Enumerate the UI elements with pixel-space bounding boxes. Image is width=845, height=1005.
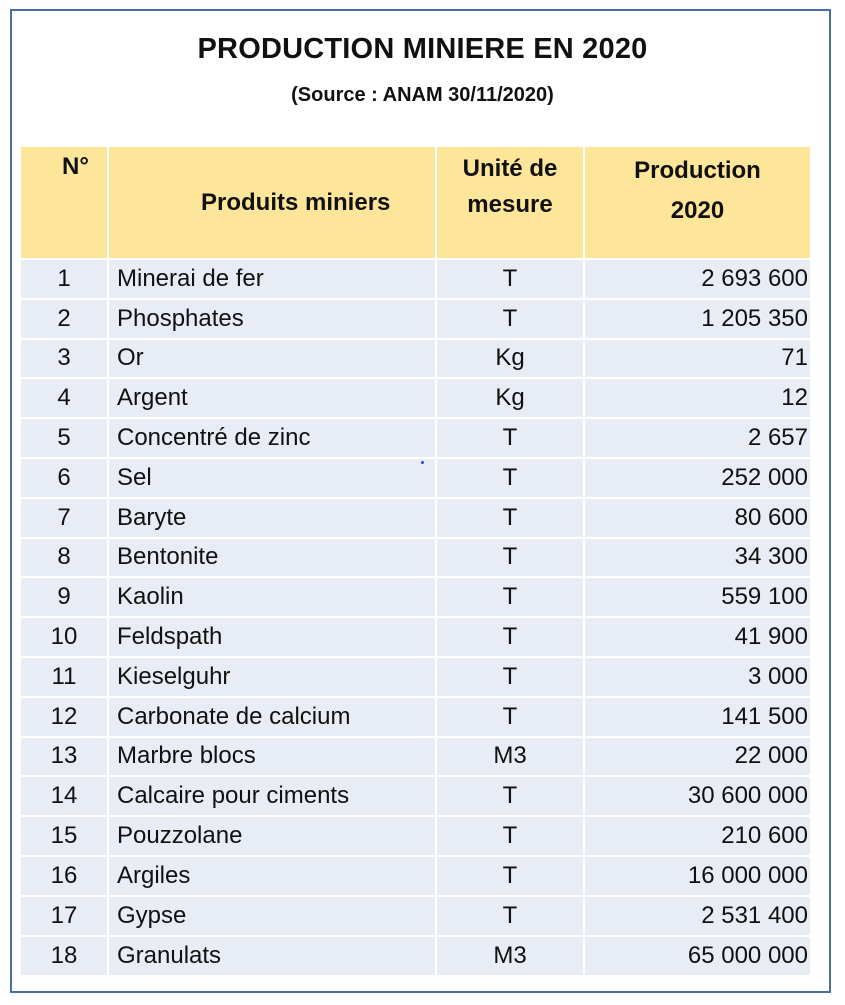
header-product: Produits miniers bbox=[108, 147, 436, 259]
table-row bbox=[21, 936, 810, 976]
table-row bbox=[21, 577, 810, 617]
production-value: 30 600 000 bbox=[584, 776, 810, 816]
production-value: 12 bbox=[584, 378, 810, 418]
production-value: 210 600 bbox=[584, 816, 810, 856]
row-number: 18 bbox=[21, 936, 108, 976]
production-value: 1 205 350 bbox=[584, 299, 810, 339]
production-value: 65 000 000 bbox=[584, 936, 810, 976]
product-name: Argent bbox=[108, 378, 436, 418]
header-production-line2: 2020 bbox=[670, 197, 725, 224]
unit-of-measure: T bbox=[436, 458, 584, 498]
unit-of-measure: M3 bbox=[436, 737, 584, 777]
table-row bbox=[21, 776, 810, 816]
row-number: 17 bbox=[21, 896, 108, 936]
unit-of-measure: Kg bbox=[436, 378, 584, 418]
production-value: 2 693 600 bbox=[584, 259, 810, 299]
table-row bbox=[21, 498, 810, 538]
unit-of-measure: M3 bbox=[436, 936, 584, 976]
row-number: 4 bbox=[21, 378, 108, 418]
table-header-row bbox=[21, 147, 810, 259]
production-value: 41 900 bbox=[584, 617, 810, 657]
unit-of-measure: T bbox=[436, 617, 584, 657]
product-name: Granulats bbox=[108, 936, 436, 976]
production-value: 2 531 400 bbox=[584, 896, 810, 936]
product-name: Marbre blocs bbox=[108, 737, 436, 777]
table-row bbox=[21, 617, 810, 657]
table-row bbox=[21, 737, 810, 777]
table-row bbox=[21, 538, 810, 578]
unit-of-measure: T bbox=[436, 299, 584, 339]
unit-of-measure: T bbox=[436, 776, 584, 816]
product-name: Phosphates bbox=[108, 299, 436, 339]
unit-of-measure: T bbox=[436, 498, 584, 538]
unit-of-measure: T bbox=[436, 577, 584, 617]
row-number: 10 bbox=[21, 617, 108, 657]
production-value: 2 657 bbox=[584, 418, 810, 458]
row-number: 11 bbox=[21, 657, 108, 697]
row-number: 6 bbox=[21, 458, 108, 498]
production-value: 252 000 bbox=[584, 458, 810, 498]
table-row bbox=[21, 657, 810, 697]
header-unit bbox=[436, 147, 584, 259]
product-name: Argiles bbox=[108, 856, 436, 896]
product-name: Minerai de fer bbox=[108, 259, 436, 299]
production-value: 3 000 bbox=[584, 657, 810, 697]
unit-of-measure: T bbox=[436, 896, 584, 936]
product-name: Sel bbox=[108, 458, 436, 498]
table-row bbox=[21, 458, 810, 498]
row-number: 2 bbox=[21, 299, 108, 339]
table-row bbox=[21, 299, 810, 339]
product-name: Calcaire pour ciments bbox=[108, 776, 436, 816]
product-name: Carbonate de calcium bbox=[108, 697, 436, 737]
product-name: Concentré de zinc bbox=[108, 418, 436, 458]
header-number: N° bbox=[21, 147, 108, 259]
unit-of-measure: T bbox=[436, 418, 584, 458]
row-number: 5 bbox=[21, 418, 108, 458]
row-number: 9 bbox=[21, 577, 108, 617]
row-number: 7 bbox=[21, 498, 108, 538]
unit-of-measure: Kg bbox=[436, 339, 584, 379]
row-number: 3 bbox=[21, 339, 108, 379]
product-name: Kaolin bbox=[108, 577, 436, 617]
product-name: Or bbox=[108, 339, 436, 379]
production-value: 16 000 000 bbox=[584, 856, 810, 896]
unit-of-measure: T bbox=[436, 856, 584, 896]
row-number: 14 bbox=[21, 776, 108, 816]
header-unit-line1: Unité de bbox=[462, 155, 558, 182]
row-number: 15 bbox=[21, 816, 108, 856]
table-row bbox=[21, 339, 810, 379]
unit-of-measure: T bbox=[436, 816, 584, 856]
row-number: 12 bbox=[21, 697, 108, 737]
header-production-line1: Production bbox=[634, 157, 761, 184]
stray-dot bbox=[421, 461, 424, 464]
table-row bbox=[21, 896, 810, 936]
table-row bbox=[21, 697, 810, 737]
product-name: Kieselguhr bbox=[108, 657, 436, 697]
row-number: 1 bbox=[21, 259, 108, 299]
unit-of-measure: T bbox=[436, 697, 584, 737]
production-value: 559 100 bbox=[584, 577, 810, 617]
product-name: Feldspath bbox=[108, 617, 436, 657]
production-value: 71 bbox=[584, 339, 810, 379]
production-value: 34 300 bbox=[584, 538, 810, 578]
table-row bbox=[21, 418, 810, 458]
production-table bbox=[21, 147, 810, 975]
unit-of-measure: T bbox=[436, 259, 584, 299]
product-name: Bentonite bbox=[108, 538, 436, 578]
production-value: 141 500 bbox=[584, 697, 810, 737]
row-number: 8 bbox=[21, 538, 108, 578]
product-name: Gypse bbox=[108, 896, 436, 936]
page-subtitle: (Source : ANAM 30/11/2020) bbox=[291, 84, 554, 106]
unit-of-measure: T bbox=[436, 657, 584, 697]
row-number: 16 bbox=[21, 856, 108, 896]
table-row bbox=[21, 378, 810, 418]
production-value: 22 000 bbox=[584, 737, 810, 777]
page-title: PRODUCTION MINIERE EN 2020 bbox=[197, 33, 648, 65]
production-value: 80 600 bbox=[584, 498, 810, 538]
product-name: Baryte bbox=[108, 498, 436, 538]
header-production bbox=[584, 147, 810, 259]
table-row bbox=[21, 816, 810, 856]
table-row bbox=[21, 856, 810, 896]
product-name: Pouzzolane bbox=[108, 816, 436, 856]
unit-of-measure: T bbox=[436, 538, 584, 578]
row-number: 13 bbox=[21, 737, 108, 777]
header-unit-line2: mesure bbox=[467, 191, 553, 218]
table-row bbox=[21, 259, 810, 299]
